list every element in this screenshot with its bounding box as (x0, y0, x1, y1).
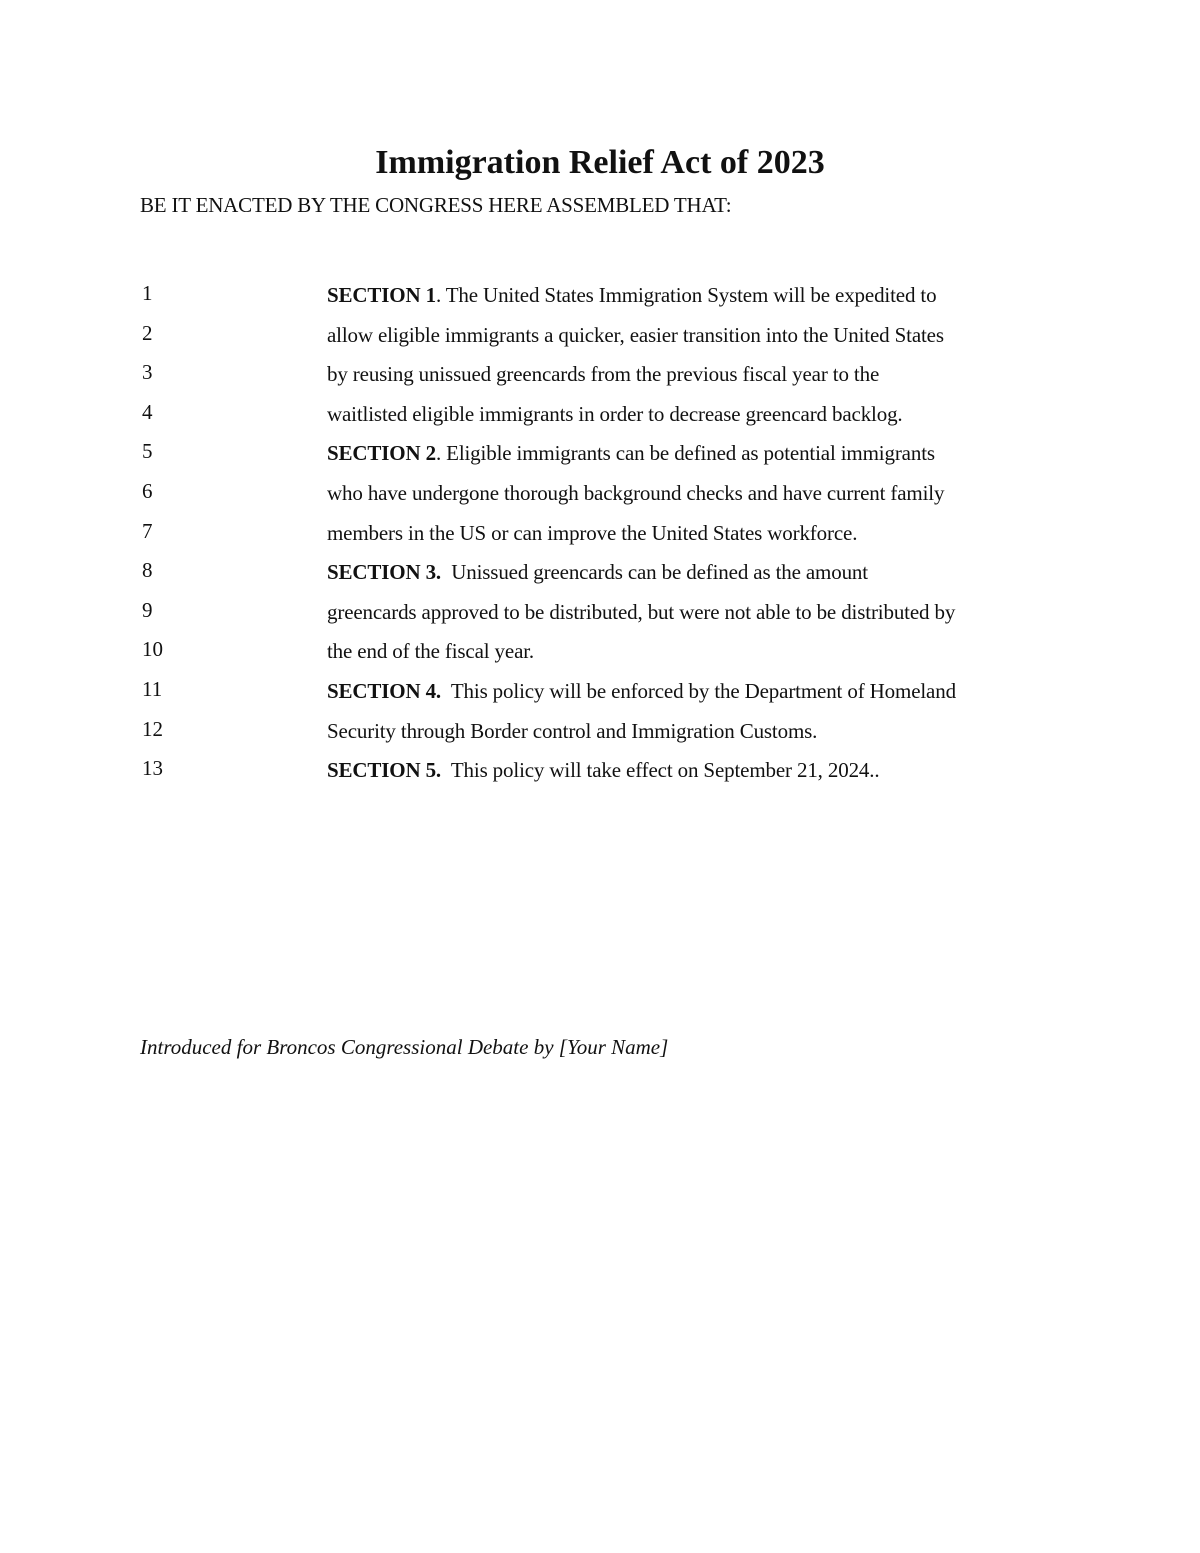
line-text (327, 718, 817, 744)
line-body: the end of the fiscal year. (327, 639, 535, 664)
bill-line (0, 593, 1200, 633)
line-number: 6 (142, 478, 153, 503)
bill-line (0, 514, 1200, 554)
numbered-lines (0, 276, 1200, 791)
section-label: SECTION 3. (327, 560, 442, 585)
bill-line (0, 632, 1200, 672)
line-body: by reusing unissued greencards from the previous fiscal year to the (327, 362, 880, 387)
line-text (327, 520, 857, 546)
line-number: 10 (142, 637, 163, 662)
enacting-clause: BE IT ENACTED BY THE CONGRESS HERE ASSEMBLED THAT: (140, 193, 732, 217)
line-text (327, 599, 955, 625)
line-number: 4 (142, 399, 153, 424)
line-body: . The United States Immigration System will be expedited to (435, 283, 937, 307)
line-body: who have undergone thorough background checks and have current family (327, 480, 945, 505)
line-number: 13 (142, 756, 163, 781)
line-body: waitlisted eligible immigrants in order to decrease greencard backlog. (327, 401, 903, 426)
line-number: 5 (142, 439, 153, 464)
bill-line (0, 395, 1200, 435)
line-number: 8 (142, 558, 153, 583)
bill-line (0, 434, 1200, 474)
line-text (327, 440, 935, 466)
line-text (327, 638, 534, 664)
line-text (327, 757, 879, 783)
bill-line (0, 355, 1200, 395)
line-body: . Eligible immigrants can be defined as potential immigrants (435, 441, 935, 466)
bill-line (0, 751, 1200, 791)
line-body: Security through Border control and Immigration Customs. (327, 718, 818, 743)
introduced-by-footer: Introduced for Broncos Congressional Debate by [Your Name] (140, 1035, 669, 1059)
line-number: 7 (142, 518, 153, 543)
line-body: members in the US or can improve the United States workforce. (327, 520, 858, 545)
line-body: This policy will take effect on September 21, 2024.. (441, 758, 880, 783)
line-text (327, 401, 903, 427)
line-number: 9 (142, 597, 153, 622)
line-number: 1 (142, 281, 153, 305)
line-body: Unissued greencards can be defined as the amount (441, 560, 868, 585)
bill-line (0, 712, 1200, 752)
section-label: SECTION 1 (327, 283, 436, 307)
bill-line (0, 316, 1200, 356)
bill-line (0, 474, 1200, 514)
line-number: 2 (142, 320, 153, 345)
line-text (327, 559, 868, 585)
bill-line (0, 672, 1200, 712)
section-label: SECTION 2 (327, 441, 436, 466)
line-text (327, 282, 936, 308)
bill-line (0, 553, 1200, 593)
bill-title: Immigration Relief Act of 2023 (375, 144, 825, 181)
line-text (327, 322, 944, 348)
bill-line (0, 276, 1200, 316)
line-number: 11 (142, 676, 163, 701)
line-body: greencards approved to be distributed, but were not able to be distributed by (327, 599, 956, 624)
line-text (327, 361, 879, 387)
line-text (327, 480, 944, 506)
section-label: SECTION 5. (327, 758, 442, 783)
line-body: allow eligible immigrants a quicker, easier transition into the United States (327, 322, 944, 347)
line-body: This policy will be enforced by the Department of Homeland (441, 678, 956, 703)
line-text (327, 678, 956, 704)
section-label: SECTION 4. (327, 678, 442, 703)
line-number: 12 (142, 716, 163, 741)
line-number: 3 (142, 360, 153, 385)
